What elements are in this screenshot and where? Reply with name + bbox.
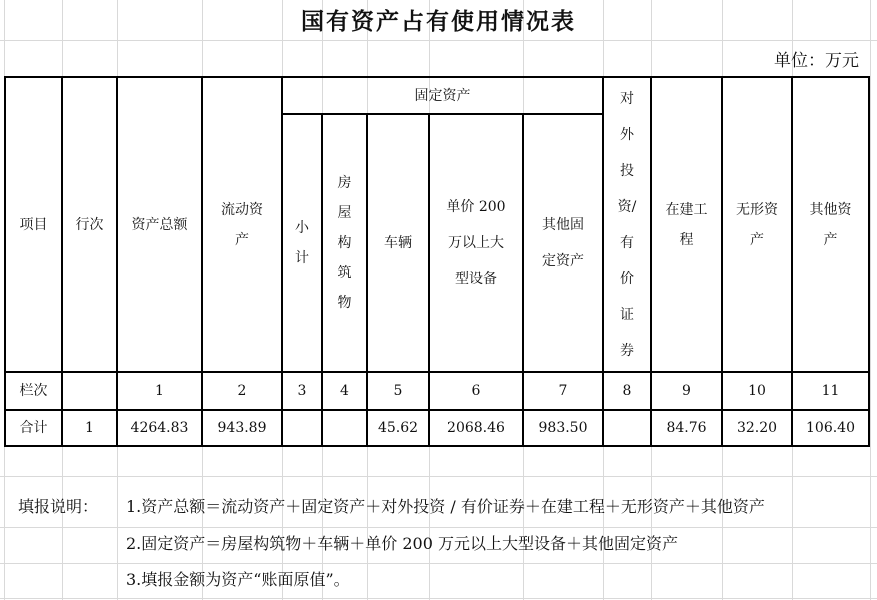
external-investment-value: [604, 411, 650, 445]
column-number: 3: [297, 383, 307, 399]
column-number: 7: [558, 383, 568, 399]
column-number: 10: [748, 383, 766, 399]
header-large-equipment: 单价 200 万以上大 型设备: [446, 199, 506, 287]
column-number: 2: [237, 383, 247, 399]
page-title: 国有资产占有使用情况表: [301, 8, 576, 35]
header-other-assets: 其他资 产: [809, 201, 852, 248]
note-item: 1.资产总额＝流动资产＋固定资产＋对外投资 / 有价证券＋在建工程＋无形资产＋其他资产: [126, 497, 765, 516]
column-number: 6: [471, 383, 481, 399]
header-row-no: 行次: [75, 216, 104, 233]
other-fixed-value: 983.50: [538, 420, 588, 436]
current-assets-value: 943.89: [217, 420, 267, 436]
header-fixed-assets: 固定资产: [414, 87, 471, 104]
header-construction: 在建工 程: [665, 201, 708, 248]
header-other-fixed: 其他固 定资产: [542, 217, 584, 269]
column-number: 9: [682, 383, 691, 399]
notes-label: 填报说明：: [18, 497, 99, 516]
buildings-value: [323, 411, 366, 445]
column-number: 5: [393, 383, 403, 399]
total-row-label: 合计: [19, 420, 48, 436]
header-total-assets: 资产总额: [131, 216, 188, 233]
header-item: 项目: [19, 216, 48, 233]
header-vehicles: 车辆: [384, 235, 412, 251]
column-number: 1: [155, 383, 164, 399]
column-row-label: 栏次: [19, 383, 48, 399]
column-number: 4: [340, 383, 349, 399]
other-assets-value: 106.40: [806, 420, 855, 436]
note-item: 2.固定资产＝房屋构筑物＋车辆＋单价 200 万元以上大型设备＋其他固定资产: [126, 534, 678, 553]
total-row-no: 1: [85, 420, 94, 436]
header-intangible: 无形资 产: [736, 201, 778, 248]
column-number: 8: [622, 383, 632, 399]
large-equipment-value: 2068.46: [447, 420, 505, 436]
header-current-assets: 流动资 产: [221, 201, 263, 248]
note-item: 3.填报金额为资产“账面原值”。: [126, 570, 350, 589]
construction-value: 84.76: [666, 420, 707, 436]
unit-label: 单位：万元: [774, 51, 859, 71]
asset-table: [4, 76, 870, 447]
total-assets-value: 4264.83: [130, 420, 189, 436]
header-external-investment: 对 外 投 资/ 有 价 证 券: [617, 90, 637, 359]
header-subtotal: 小 计: [295, 220, 309, 266]
column-number: 11: [821, 383, 840, 399]
intangible-value: 32.20: [736, 420, 778, 436]
header-buildings: 房 屋 构 筑 物: [337, 175, 352, 311]
vehicles-value: 45.62: [377, 420, 419, 436]
subtotal-value: [283, 411, 321, 445]
